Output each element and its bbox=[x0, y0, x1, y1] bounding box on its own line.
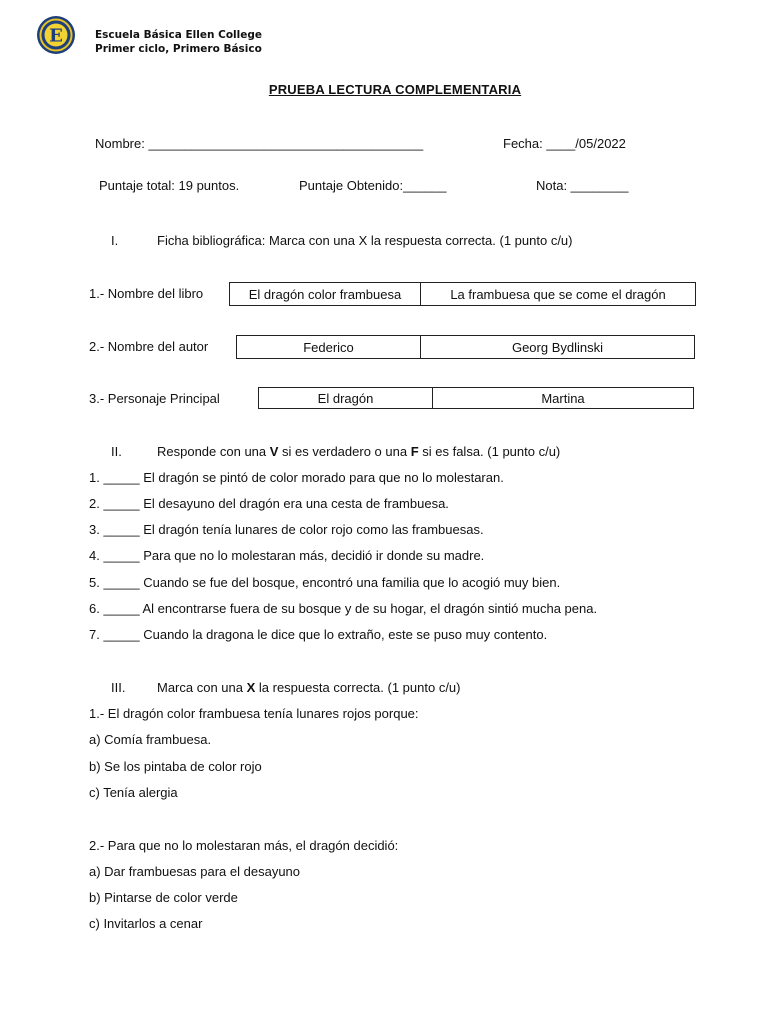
item1-label: 1.- Nombre del libro bbox=[89, 286, 204, 301]
puntaje-obtenido: Puntaje Obtenido:______ bbox=[299, 178, 447, 193]
mc-q1-option-b: b) Se los pintaba de color rojo bbox=[89, 759, 262, 774]
school-logo bbox=[36, 15, 76, 55]
tf-item-6: 6. _____ Al encontrarse fuera de su bosque y de su hogar, el dragón sintió mucha pena. bbox=[89, 601, 598, 616]
tf-item-4: 4. _____ Para que no lo molestaran más, decidió ir donde su madre. bbox=[89, 548, 485, 563]
section3-instruction: Marca con una X la respuesta correcta. (1 punto c/u) bbox=[157, 680, 461, 695]
tf-item-2: 2. _____ El desayuno del dragón era una cesta de frambuesa. bbox=[89, 496, 449, 511]
item2-option-b[interactable]: Georg Bydlinski bbox=[420, 335, 695, 359]
nombre-field: Nombre: ______________________________________ bbox=[95, 136, 424, 151]
section2-instruction: Responde con una V si es verdadero o una F si es falsa. (1 punto c/u) bbox=[157, 444, 561, 459]
item3-option-a[interactable]: El dragón bbox=[258, 387, 433, 409]
tf-item-3: 3. _____ El dragón tenía lunares de color rojo como las frambuesas. bbox=[89, 522, 484, 537]
school-name: Escuela Básica Ellen College bbox=[95, 29, 262, 41]
mc-q2-option-c: c) Invitarlos a cenar bbox=[89, 916, 203, 931]
item1-option-a[interactable]: El dragón color frambuesa bbox=[229, 282, 421, 306]
mc-question-2: 2.- Para que no lo molestaran más, el dragón decidió: bbox=[89, 838, 399, 853]
nota-field: Nota: ________ bbox=[536, 178, 629, 193]
mc-q1-option-c: c) Tenía alergia bbox=[89, 785, 178, 800]
puntaje-total: Puntaje total: 19 puntos. bbox=[99, 178, 240, 193]
section2-number: II. bbox=[111, 444, 122, 459]
logo-letter: E bbox=[49, 25, 63, 47]
item1-option-b[interactable]: La frambuesa que se come el dragón bbox=[420, 282, 696, 306]
mc-q1-option-a: a) Comía frambuesa. bbox=[89, 732, 212, 747]
x-letter: X bbox=[246, 680, 256, 695]
section3-number: III. bbox=[111, 680, 126, 695]
fecha-field: Fecha: ____/05/2022 bbox=[503, 136, 626, 151]
v-letter: V bbox=[269, 444, 279, 459]
tf-item-1: 1. _____ El dragón se pintó de color morado para que no lo molestaran. bbox=[89, 470, 504, 485]
mc-q2-option-b: b) Pintarse de color verde bbox=[89, 890, 238, 905]
item3-label: 3.- Personaje Principal bbox=[89, 391, 220, 406]
f-letter: F bbox=[410, 444, 419, 459]
page-title: PRUEBA LECTURA COMPLEMENTARIA bbox=[268, 82, 522, 97]
course-name: Primer ciclo, Primero Básico bbox=[95, 43, 262, 55]
section1-number: I. bbox=[111, 233, 119, 248]
item3-option-b[interactable]: Martina bbox=[432, 387, 694, 409]
tf-item-7: 7. _____ Cuando la dragona le dice que lo extraño, este se puso muy contento. bbox=[89, 627, 548, 642]
mc-q2-option-a: a) Dar frambuesas para el desayuno bbox=[89, 864, 301, 879]
section1-instruction: Ficha bibliográfica: Marca con una X la respuesta correcta. (1 punto c/u) bbox=[157, 233, 573, 248]
item2-label: 2.- Nombre del autor bbox=[89, 339, 209, 354]
item2-option-a[interactable]: Federico bbox=[236, 335, 421, 359]
mc-question-1: 1.- El dragón color frambuesa tenía lunares rojos porque: bbox=[89, 706, 419, 721]
tf-item-5: 5. _____ Cuando se fue del bosque, encontró una familia que lo acogió muy bien. bbox=[89, 575, 561, 590]
